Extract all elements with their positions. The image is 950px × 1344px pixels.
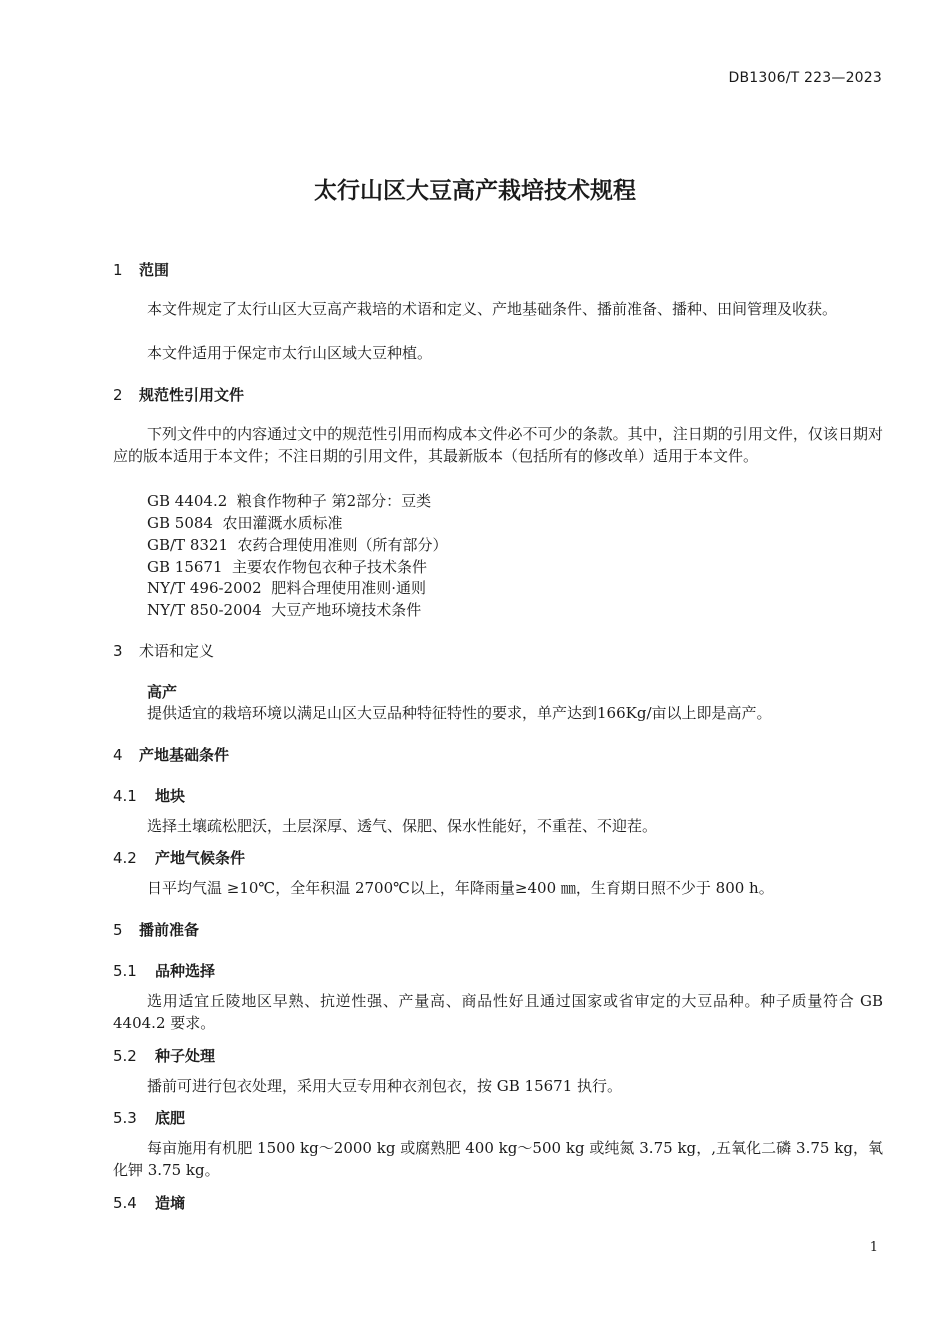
section-number: 4.1 xyxy=(113,787,137,805)
section-heading-1 xyxy=(113,259,169,280)
section-heading-4 xyxy=(113,744,229,765)
subsection-heading-5-2 xyxy=(113,1045,215,1066)
section-number: 5.2 xyxy=(113,1047,137,1065)
subsection-heading-4-1 xyxy=(113,785,185,806)
term-name: 高产 xyxy=(147,683,178,701)
paragraph: 下列文件中的内容通过文中的规范性引用而构成本文件必不可少的条款。其中，注日期的引用文件，仅该日期对应的版本适用于本文件；不注日期的引用文件，其最新版本（包括所有的修改单）适用于本文件。 xyxy=(113,425,883,465)
section-number: 5.4 xyxy=(113,1194,137,1212)
subsection-heading-5-3 xyxy=(113,1107,185,1128)
section-title: 规范性引用文件 xyxy=(139,386,245,404)
section-number: 1 xyxy=(113,261,123,279)
paragraph: 本文件规定了太行山区大豆高产栽培的术语和定义、产地基础条件、播前准备、播种、田间管理及收获。 xyxy=(147,300,838,318)
paragraph: 本文件适用于保定市太行山区域大豆种植。 xyxy=(147,344,433,362)
section-title: 品种选择 xyxy=(155,962,216,980)
section-number: 5.1 xyxy=(113,962,137,980)
section-heading-3 xyxy=(113,640,214,661)
section-title: 造墒 xyxy=(155,1194,186,1212)
document-title: 太行山区大豆高产栽培技术规程 xyxy=(314,178,636,204)
paragraph: 每亩施用有机肥 1500 kg～2000 kg 或腐熟肥 400 kg～500 kg 或纯氮 3.75 kg，,五氧化二磷 3.75 kg，氧化钾 3.75 kg。 xyxy=(113,1139,883,1179)
subsection-heading-4-2 xyxy=(113,847,245,868)
section-number: 4 xyxy=(113,746,123,764)
section-number: 2 xyxy=(113,386,123,404)
section-heading-5 xyxy=(113,919,199,940)
reference-item: GB 15671 主要农作物包衣种子技术条件 xyxy=(147,558,428,576)
section-title: 产地气候条件 xyxy=(155,849,246,867)
paragraph: 播前可进行包衣处理，采用大豆专用种衣剂包衣，按 GB 15671 执行。 xyxy=(147,1077,623,1095)
document-number: DB1306/T 223—2023 xyxy=(728,70,882,86)
section-title: 底肥 xyxy=(155,1109,186,1127)
subsection-heading-5-4 xyxy=(113,1192,185,1213)
page-number: 1 xyxy=(869,1240,878,1255)
section-number: 5 xyxy=(113,921,123,939)
paragraph: 选择土壤疏松肥沃，土层深厚、透气、保肥、保水性能好，不重茬、不迎茬。 xyxy=(147,817,658,835)
section-title: 地块 xyxy=(155,787,186,805)
subsection-heading-5-1 xyxy=(113,960,215,981)
section-title: 术语和定义 xyxy=(139,642,215,660)
section-title: 产地基础条件 xyxy=(139,746,230,764)
section-title: 播前准备 xyxy=(139,921,200,939)
section-number: 3 xyxy=(113,642,123,660)
reference-item: GB/T 8321 农药合理使用准则（所有部分） xyxy=(147,536,448,554)
term-definition: 提供适宜的栽培环境以满足山区大豆品种特征特性的要求，单产达到166Kg/亩以上即是高产。 xyxy=(147,704,772,722)
reference-item: GB 5084 农田灌溉水质标准 xyxy=(147,514,343,532)
reference-item: NY/T 496-2002 肥料合理使用准则·通则 xyxy=(147,579,427,597)
section-title: 种子处理 xyxy=(155,1047,216,1065)
section-number: 5.3 xyxy=(113,1109,137,1127)
reference-item: GB 4404.2 粮食作物种子 第2部分：豆类 xyxy=(147,492,432,510)
section-heading-2 xyxy=(113,384,244,405)
reference-item: NY/T 850-2004 大豆产地环境技术条件 xyxy=(147,601,422,619)
section-number: 4.2 xyxy=(113,849,137,867)
paragraph: 选用适宜丘陵地区早熟、抗逆性强、产量高、商品性好且通过国家或省审定的大豆品种。种子质量符合 GB 4404.2 要求。 xyxy=(113,992,883,1032)
section-title: 范围 xyxy=(139,261,170,279)
paragraph: 日平均气温 ≥10℃，全年积温 2700℃以上，年降雨量≥400 ㎜，生育期日照不少于 800 h。 xyxy=(147,879,774,897)
